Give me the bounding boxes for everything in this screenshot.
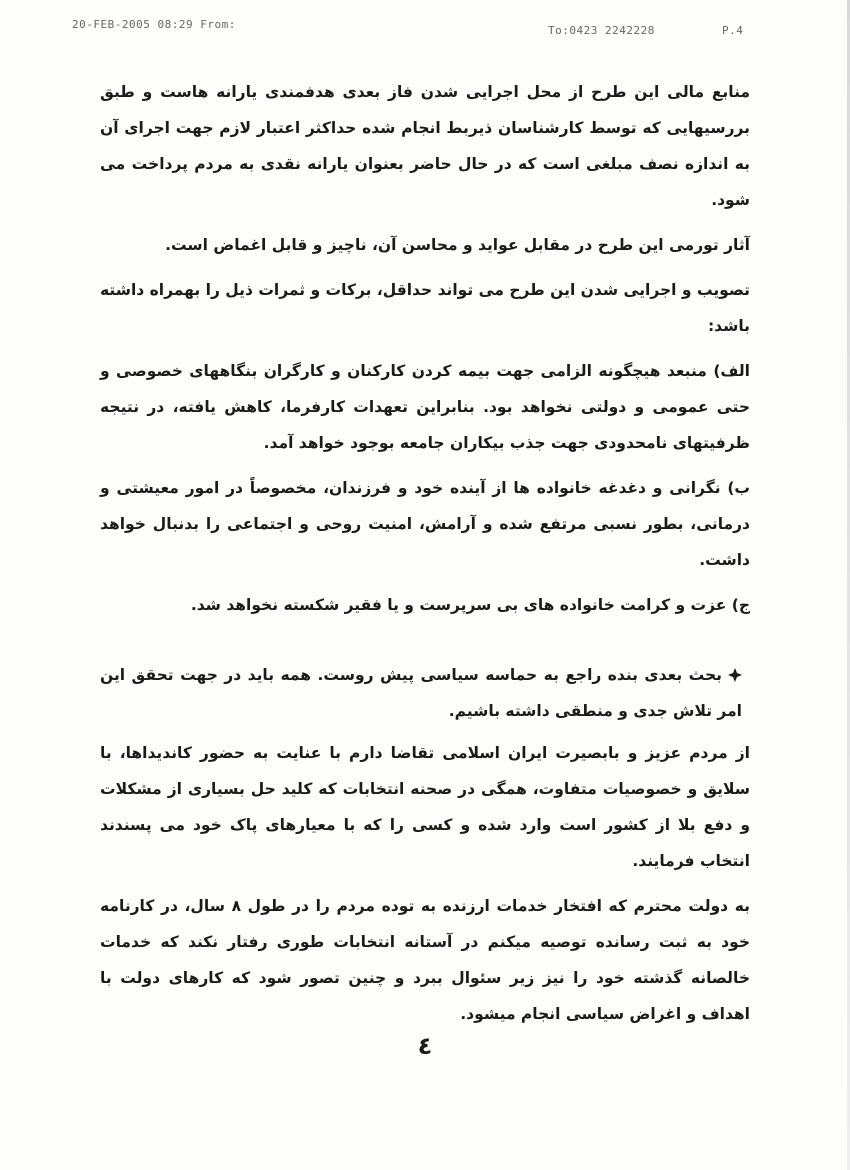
paragraph-benefit-b: ب) نگرانی و دغدغه خانواده ها از آینده خود و فرزندان، مخصوصاً در امور معیشتی و درمانی، بطور نسبی مرتفع شده و آرامش، امنیت روحی و اجتماعی را بدنبال خواهد داشت.	[100, 479, 750, 569]
fax-date-from: 20-FEB-2005 08:29 From:	[72, 18, 236, 31]
page-number: ٤	[417, 1032, 433, 1060]
document-body	[100, 74, 750, 1041]
diamond-bullet-icon	[728, 659, 742, 673]
paragraph-funding: منابع مالی این طرح از محل اجرایی شدن فاز بعدی هدفمندی یارانه هاست و طبق بررسیهایی که توسط کارشناسان ذیربط انجام شده حداکثر اعتبار لازم جهت اجرای آن به اندازه نصف مبلغی است که در حال حاضر بعنوان یارانه نقدی به مردم پرداخت می شود.	[100, 83, 750, 209]
paragraph-benefit-c: ج) عزت و کرامت خانواده های بی سرپرست و یا فقیر شکسته نخواهد شد.	[190, 596, 750, 614]
bullet-paragraph-political	[100, 657, 742, 729]
section-gap	[100, 627, 750, 657]
paragraph-benefits-intro: تصویب و اجرایی شدن این طرح می تواند حداقل، برکات و ثمرات ذیل را بهمراه داشته باشد:	[100, 281, 750, 335]
fax-page-indicator: P.4	[722, 24, 744, 37]
paragraph-benefit-a: الف) منبعد هیچگونه الزامی جهت بیمه کردن کارکنان و کارگران بنگاههای خصوصی و حتی عمومی و دولتی نخواهد بود. بنابراین تعهدات کارفرما، کاهش یافته، در نتیجه ظرفیتهای نامحدودی جهت جذب بیکاران جامعه بوجود خواهد آمد.	[100, 362, 750, 452]
paragraph-inflation: آثار تورمی این طرح در مقابل عواید و محاسن آن، ناچیز و قابل اغماض است.	[165, 236, 750, 254]
bullet-paragraph-text: بحث بعدی بنده راجع به حماسه سیاسی پیش روست. همه باید در جهت تحقق این امر تلاش جدی و منطقی داشته باشیم.	[100, 666, 742, 720]
paragraph-election-appeal: از مردم عزیز و بابصیرت ایران اسلامی تقاضا دارم با عنایت به حضور کاندیداها، با سلایق و خصوصیات متفاوت، همگی در صحنه انتخابات که کلید حل بسیاری از مشکلات و دفع بلا از کشور است وارد شده و کسی را که با معیارهای پاک خود می پسندند انتخاب فرمایند.	[100, 744, 750, 870]
paragraph-government-advice: به دولت محترم که افتخار خدمات ارزنده به توده مردم را در طول ۸ سال، در کارنامه خود به ثبت رسانده توصیه میکنم در آستانه انتخابات طوری رفتار نکند که خدمات خالصانه گذشته خود را نیز زیر سئوال ببرد و چنین تصور شود که کارهای دولت با اهداف و اغراض سیاسی انجام میشود.	[100, 897, 750, 1023]
fax-to-number: To:0423 2242228	[548, 24, 655, 37]
fax-header	[0, 18, 850, 38]
